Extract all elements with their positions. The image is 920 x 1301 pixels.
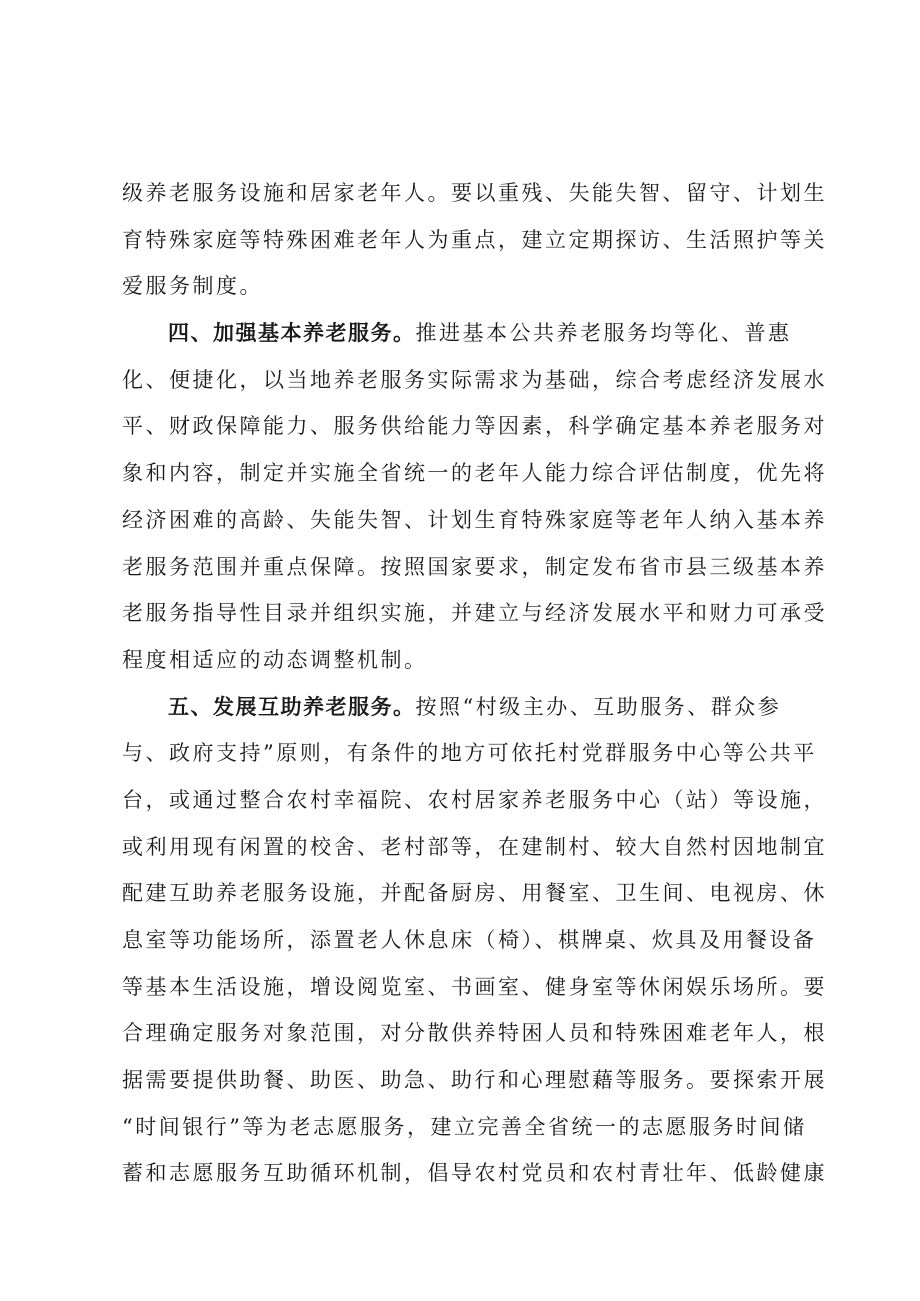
section-4-heading: 四、加强基本养老服务。 [168,321,416,346]
paragraph-3-line-8: 合理确定服务对象范围，对分散供养特困人员和特殊困难老年人，根 [122,1021,827,1046]
paragraph-3-line-1-text: 按照“村级主办、互助服务、群众参 [415,694,782,719]
paragraph-2-line-8: 程度相适应的动态调整机制。 [122,647,428,672]
paragraph-3-line-9: 据需要提供助餐、助医、助急、助行和心理慰藉等服务。要探索开展 [122,1068,827,1093]
paragraph-2-line-1-text: 推进基本公共养老服务均等化、普惠 [415,321,792,346]
paragraph-1-line-1: 级养老服务设施和居家老年人。要以重残、失能失智、留守、计划生 [122,181,827,205]
paragraph-3-line-6: 息室等功能场所，添置老人休息床（椅）、棋牌桌、炊具及用餐设备 [122,928,817,952]
paragraph-3-line-5: 配建互助养老服务设施，并配备厨房、用餐室、卫生间、电视房、休 [122,881,827,906]
paragraph-1-line-2: 育特殊家庭等特殊困难老年人为重点，建立定期探访、生活照护等关 [122,227,827,252]
paragraph-2-line-1 [122,310,802,357]
section-5-heading: 五、发展互助养老服务。 [168,694,416,719]
document-body [122,170,827,1197]
paragraph-3-line-10: “时间银行”等为老志愿服务，建立完善全省统一的志愿服务时间储 [122,1114,807,1139]
paragraph-3-line-7: 等基本生活设施，增设阅览室、书画室、健身室等休闲娱乐场所。要 [122,974,827,999]
paragraph-3-line-4: 或利用现有闲置的校舍、老村部等，在建制村、较大自然村因地制宜 [122,834,827,859]
paragraph-2-line-6: 老服务范围并重点保障。按照国家要求，制定发布省市县三级基本养 [122,554,827,579]
paragraph-2-line-7: 老服务指导性目录并组织实施，并建立与经济发展水平和财力可承受 [122,601,827,626]
paragraph-2-line-4: 象和内容，制定并实施全省统一的老年人能力综合评估制度，优先将 [122,461,827,486]
paragraph-3-line-11: 蓄和志愿服务互助循环机制，倡导农村党员和农村青壮年、低龄健康 [122,1161,827,1186]
paragraph-2-line-2: 化、便捷化，以当地养老服务实际需求为基础，综合考虑经济发展水 [122,367,827,392]
paragraph-3-line-3: 台，或通过整合农村幸福院、农村居家养老服务中心（站）等设施， [122,787,827,812]
paragraph-3-line-2: 与、政府支持”原则，有条件的地方可依托村党群服务中心等公共平 [122,741,817,766]
paragraph-2-line-3: 平、财政保障能力、服务供给能力等因素，科学确定基本养老服务对 [122,414,827,439]
paragraph-1-line-3: 爱服务制度。 [122,274,263,299]
paragraph-2-line-5: 经济困难的高龄、失能失智、计划生育特殊家庭等老年人纳入基本养 [122,507,827,532]
paragraph-3-line-1 [122,684,802,731]
